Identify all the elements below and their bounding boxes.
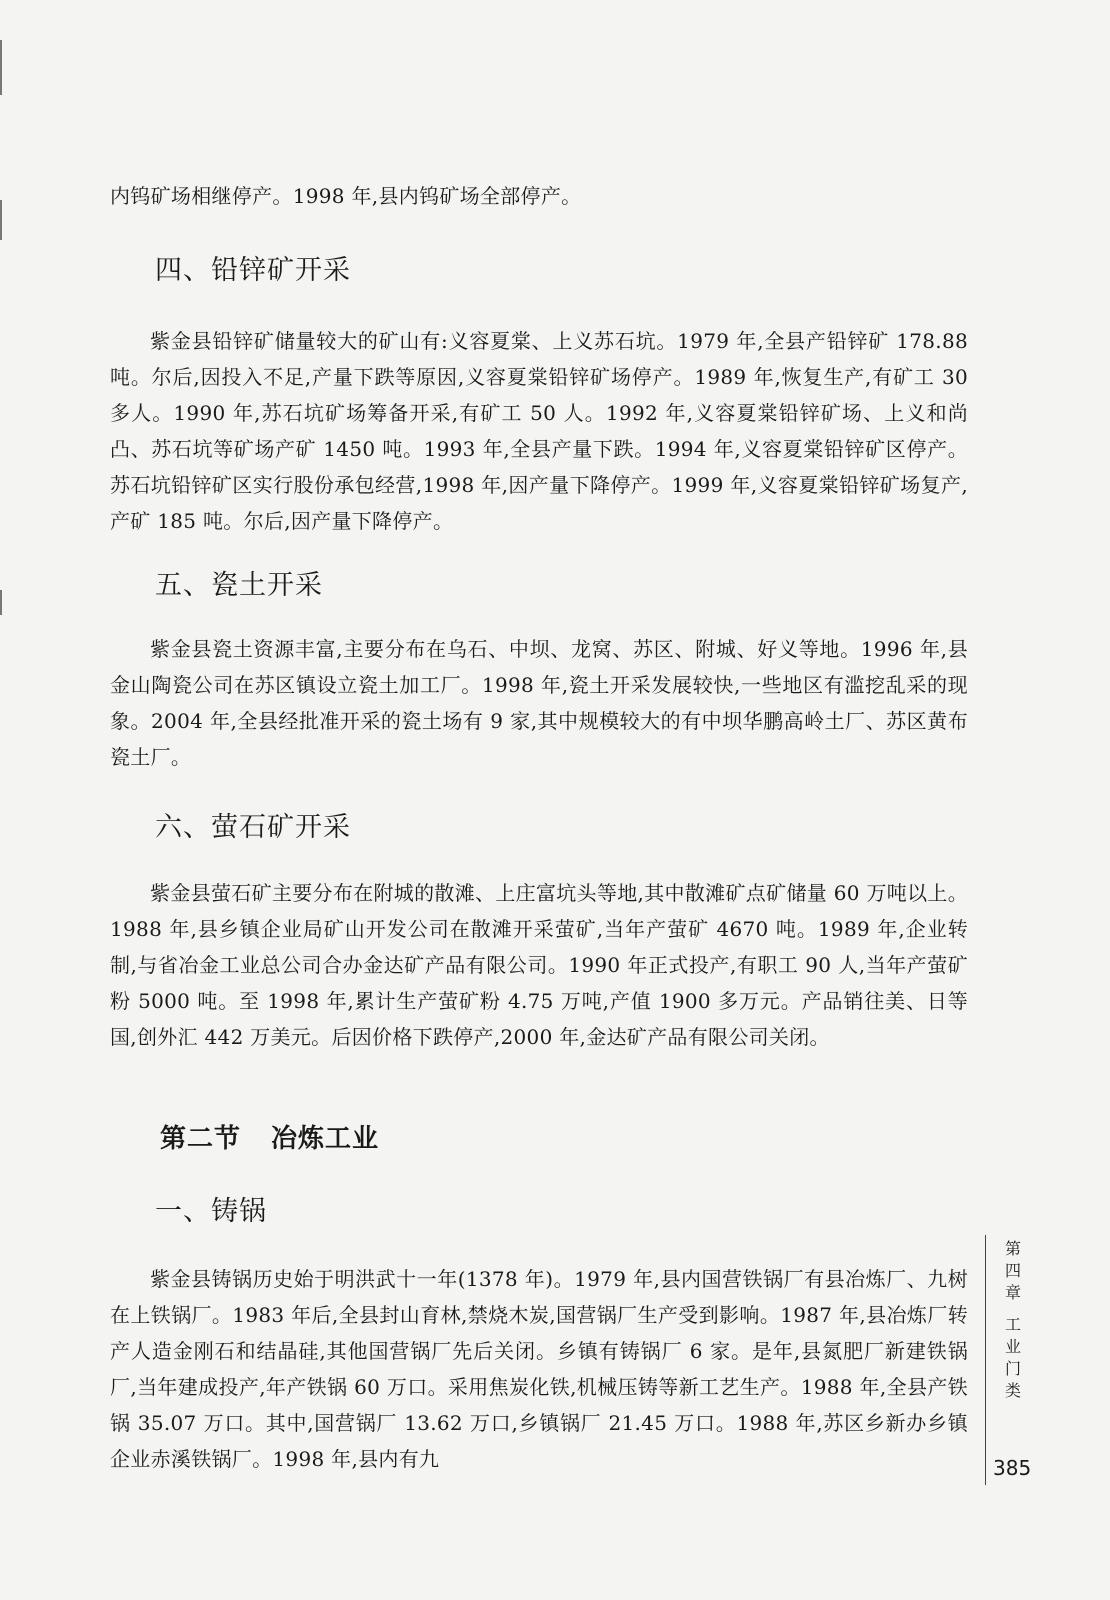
scan-edge-mark — [0, 200, 2, 240]
subsection-body-casting: 紫金县铸锅历史始于明洪武十一年(1378 年)。1979 年,县内国营铁锅厂有县冶炼厂、九树在上铁锅厂。1983 年后,全县封山育林,禁烧木炭,国营锅厂生产受到影响。1987 年,县冶炼厂转产人造金刚石和结晶硅,其他国营锅厂先后关闭。乡镇有铸锅厂 6 家。是年,县氮肥厂新建铁锅厂,当年建成投产,年产铁锅 60 万口。采用焦炭化铁,机械压铸等新工艺生产。1988 年,全县产铁锅 35.07 万口。其中,国营锅厂 13.62 万口,乡镇锅厂 21.45 万口。1988 年,苏区乡新办乡镇企业赤溪铁锅厂。1998 年,县内有九 — [110, 1267, 968, 1471]
section-heading-fluorite: 六、萤石矿开采 — [155, 812, 351, 843]
margin-chapter-label: 第 四 章 工 业 门 类 — [1004, 1239, 1021, 1400]
section-title: 冶炼工业 — [271, 1124, 380, 1154]
section-heading-clay: 五、瓷土开采 — [155, 570, 323, 601]
section-body-lead-zinc: 紫金县铅锌矿储量较大的矿山有:义容夏棠、上义苏石坑。1979 年,全县产铅锌矿 178.88 吨。尔后,因投入不足,产量下跌等原因,义容夏棠铅锌矿场停产。1989 年,恢复生产,有矿工 30 多人。1990 年,苏石坑矿场筹备开采,有矿工 50 人。1992 年,义容夏棠铅锌矿场、上义和尚凸、苏石坑等矿场产矿 1450 吨。1993 年,全县产量下跌。1994 年,义容夏棠铅锌矿区停产。苏石坑铅锌矿区实行股份承包经营,1998 年,因产量下降停产。1999 年,义容夏棠铅锌矿场复产,产矿 185 吨。尔后,因产量下降停产。 — [110, 329, 968, 533]
scan-edge-mark — [0, 40, 2, 95]
chapter-section-heading — [160, 1118, 379, 1155]
intro-paragraph: 内钨矿场相继停产。1998 年,县内钨矿场全部停产。 — [110, 184, 582, 208]
section-heading-lead-zinc: 四、铅锌矿开采 — [155, 255, 351, 286]
subsection-heading-casting: 一、铸锅 — [155, 1196, 267, 1227]
scan-edge-mark — [0, 590, 2, 615]
margin-divider — [985, 1235, 986, 1485]
page-number: 385 — [993, 1456, 1032, 1480]
section-body-fluorite: 紫金县萤石矿主要分布在附城的散滩、上庄富坑头等地,其中散滩矿点矿储量 60 万吨以上。1988 年,县乡镇企业局矿山开发公司在散滩开采萤矿,当年产萤矿 4670 吨。1989 年,企业转制,与省冶金工业总公司合办金达矿产品有限公司。1990 年正式投产,有职工 90 人,当年产萤矿粉 5000 吨。至 1998 年,累计生产萤矿粉 4.75 万吨,产值 1900 多万元。产品销往美、日等国,创外汇 442 万美元。后因价格下跌停产,2000 年,金达矿产品有限公司关闭。 — [110, 881, 968, 1049]
section-number: 第二节 — [160, 1124, 242, 1154]
section-body-clay: 紫金县瓷土资源丰富,主要分布在乌石、中坝、龙窝、苏区、附城、好义等地。1996 年,县金山陶瓷公司在苏区镇设立瓷土加工厂。1998 年,瓷土开采发展较快,一些地区有滥挖乱采的现象。2004 年,全县经批准开采的瓷土场有 9 家,其中规模较大的有中坝华鹏高岭土厂、苏区黄布瓷土厂。 — [110, 637, 968, 769]
